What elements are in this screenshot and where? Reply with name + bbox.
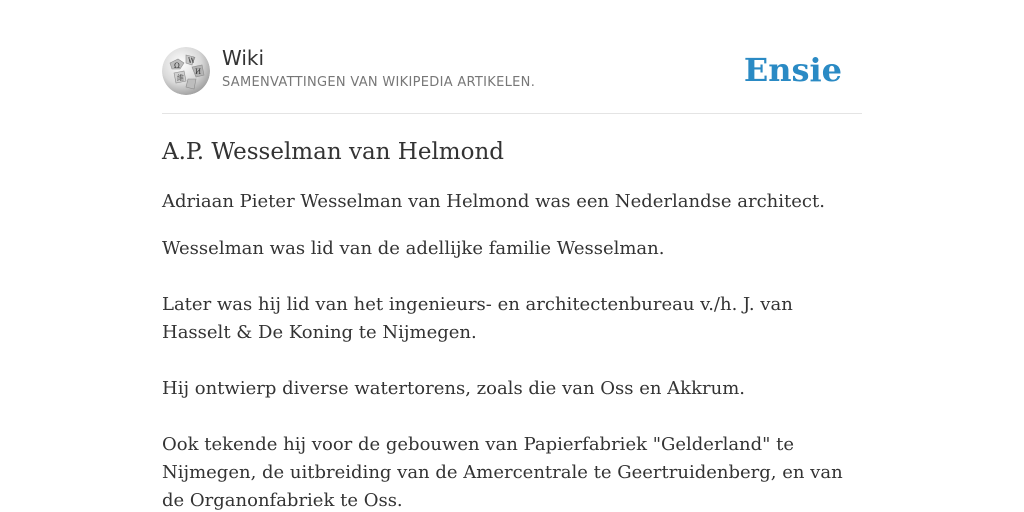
site-tagline: SAMENVATTINGEN VAN WIKIPEDIA ARTIKELEN. (222, 75, 536, 90)
article-lead: Adriaan Pieter Wesselman van Helmond was een Nederlandse architect. (162, 191, 825, 212)
svg-text:Ω: Ω (174, 62, 180, 70)
site-name[interactable]: Wiki (222, 46, 265, 70)
article (162, 136, 862, 512)
article-paragraph: Ook tekende hij voor de gebouwen van Papierfabriek "Gelderland" te Nijmegen, de uitbreiding van de Amercentrale te Geertruidenberg, en van de Organonfabriek te Oss. (162, 434, 843, 511)
header-divider (162, 113, 862, 114)
article-paragraph: Hij ontwierp diverse watertorens, zoals die van Oss en Akkrum. (162, 378, 745, 399)
article-title: A.P. Wesselman van Helmond (162, 139, 505, 165)
site-header (162, 44, 862, 100)
ensie-logo-link[interactable]: Ensie (743, 51, 842, 89)
svg-text:W: W (188, 57, 196, 65)
svg-text:И: И (195, 68, 202, 76)
svg-text:維: 維 (177, 74, 184, 82)
article-paragraph: Later was hij lid van het ingenieurs- en architectenbureau v./h. J. van Hasselt & De Koning te Nijmegen. (162, 294, 793, 343)
article-paragraph: Wesselman was lid van de adellijke familie Wesselman. (162, 238, 665, 259)
wikipedia-globe-icon[interactable] (162, 47, 210, 95)
